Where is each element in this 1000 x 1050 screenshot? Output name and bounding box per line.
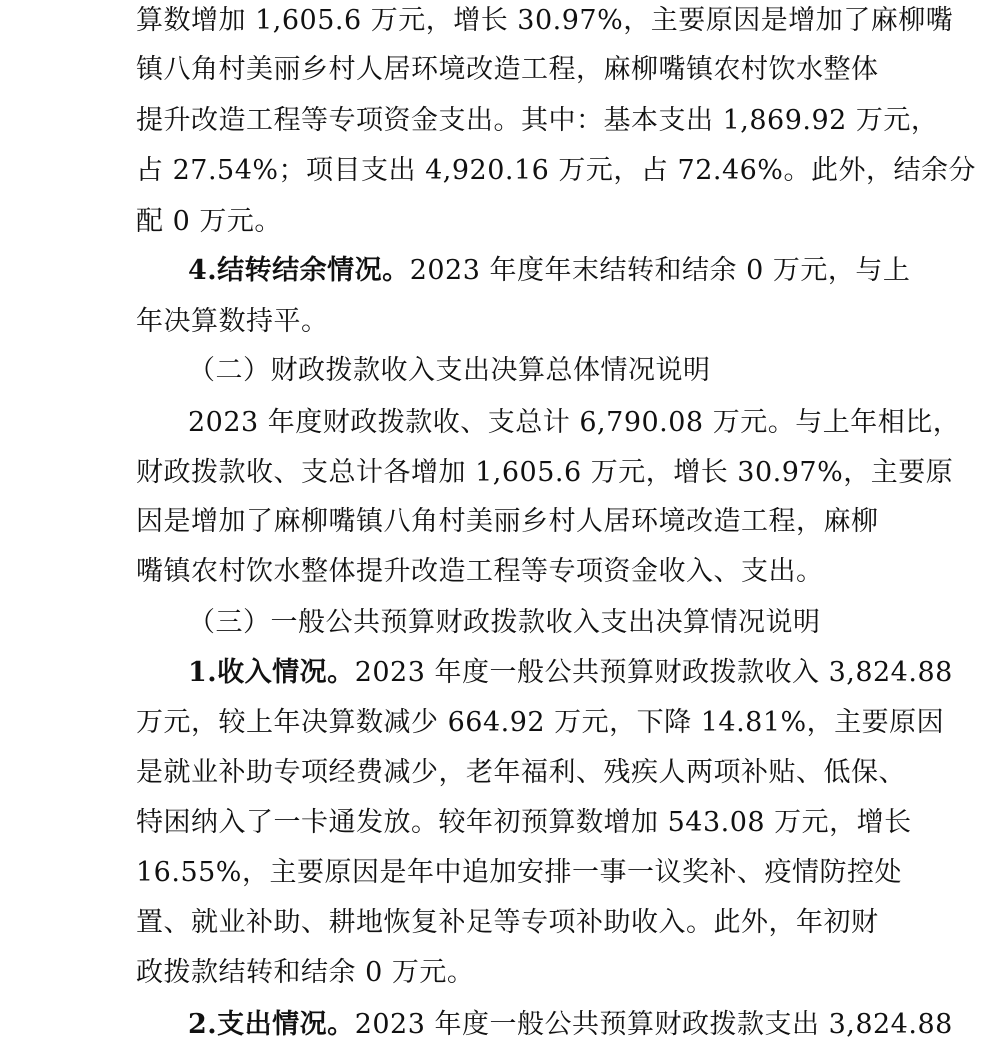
paragraph-line: 因是增加了麻柳嘴镇八角村美丽乡村人居环境改造工程，麻柳 bbox=[136, 506, 879, 537]
paragraph-line: 特困纳入了一卡通发放。较年初预算数增加 543.08 万元，增长 bbox=[136, 807, 912, 838]
paragraph-line: 16.55%，主要原因是年中追加安排一事一议奖补、疫情防控处 bbox=[136, 857, 902, 888]
paragraph-line: 政拨款结转和结余 0 万元。 bbox=[136, 957, 475, 988]
section-heading-text: 2023 年度一般公共预算财政拨款收入 3,824.88 bbox=[354, 657, 953, 688]
paragraph-line: 提升改造工程等专项资金支出。其中：基本支出 1,869.92 万元， bbox=[136, 105, 939, 136]
paragraph-line: 万元，较上年决算数减少 664.92 万元，下降 14.81%，主要原因 bbox=[136, 707, 945, 738]
subsection-title: （二）财政拨款收入支出决算总体情况说明 bbox=[188, 355, 711, 386]
section-heading-line bbox=[188, 648, 953, 698]
paragraph-line: 置、就业补助、耕地恢复补足等专项补助收入。此外，年初财 bbox=[136, 907, 879, 938]
paragraph-line: 年决算数持平。 bbox=[136, 306, 329, 337]
section-heading-text: 2023 年度年末结转和结余 0 万元，与上 bbox=[409, 255, 911, 286]
paragraph-line: 镇八角村美丽乡村人居环境改造工程，麻柳嘴镇农村饮水整体 bbox=[136, 54, 879, 85]
section-heading-line bbox=[188, 1000, 953, 1050]
section-heading-bold: 4.结转结余情况。 bbox=[188, 255, 410, 286]
section-heading-bold: 1.收入情况。 bbox=[188, 657, 355, 688]
paragraph-line: 配 0 万元。 bbox=[136, 206, 282, 237]
paragraph-line: 嘴镇农村饮水整体提升改造工程等专项资金收入、支出。 bbox=[136, 556, 824, 587]
section-heading-line bbox=[188, 246, 911, 296]
paragraph-line: 2023 年度财政拨款收、支总计 6,790.08 万元。与上年相比， bbox=[188, 407, 961, 438]
section-heading-text: 2023 年度一般公共预算财政拨款支出 3,824.88 bbox=[354, 1009, 953, 1040]
paragraph-line: 是就业补助专项经费减少，老年福利、残疾人两项补贴、低保、 bbox=[136, 757, 906, 788]
section-heading-bold: 2.支出情况。 bbox=[188, 1009, 355, 1040]
paragraph-line: 占 27.54%；项目支出 4,920.16 万元，占 72.46%。此外，结余分 bbox=[136, 155, 976, 186]
paragraph-line: 算数增加 1,605.6 万元，增长 30.97%，主要原因是增加了麻柳嘴 bbox=[136, 5, 954, 36]
paragraph-line: 财政拨款收、支总计各增加 1,605.6 万元，增长 30.97%，主要原 bbox=[136, 457, 954, 488]
subsection-title: （三）一般公共预算财政拨款收入支出决算情况说明 bbox=[188, 607, 821, 638]
